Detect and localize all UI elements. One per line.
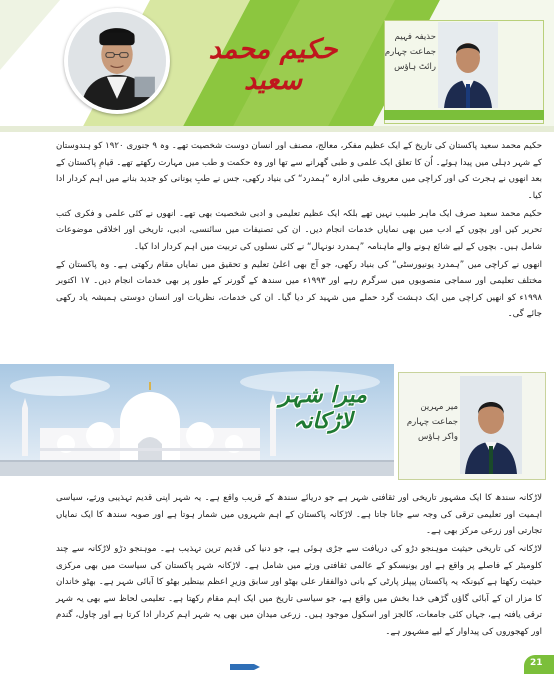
card-accent-strip bbox=[384, 110, 544, 120]
paragraph: لاڑکانہ کی تاریخی حیثیت موہنجو دڑو کی دریافت سے جڑی ہوئی ہے، جو دنیا کی قدیم ترین تہذیب ہے۔ موہنجو دڑو لاڑکانہ سے چند کلومیٹر کے فاصلے پر واقع ہے اور یونیسکو کے عالمی ثقافتی ورثے میں شامل ہے۔ لاڑکانہ شہر پاکستان کی سیاست میں بھی مرکزی حیثیت رکھتا ہے کیونکہ یہ پاکستان پیپلز پارٹی کے بانی ذوالفقار علی بھٹو اور سابق وزیرِ اعظم بینظیر بھٹو کا آبائی شہر ہے۔ بھٹو خاندان کا مزار ان کے آبائی گاؤں گڑھی خدا بخش میں واقع ہے، جو سیاسی تاریخ میں ایک اہم مقام رکھتا ہے۔ تعلیمی لحاظ سے بھی یہ شہر ترقی یافتہ ہے، جہاں کئی جامعات، کالجز اور اسکول موجود ہیں۔ زرعی میدان میں بھی یہ شہر اہم کردار ادا کرتا ہے اور چاول، گندم اور کھجوروں کی پیداوار کے لیے مشہور ہے۔ bbox=[56, 544, 542, 637]
decorative-arrow-icon bbox=[230, 664, 260, 670]
student-class: جماعت چہارم bbox=[406, 417, 458, 427]
student-caption bbox=[404, 400, 458, 445]
student-house: واکر ہاؤس bbox=[418, 432, 458, 442]
student-house: رائٹ ہاؤس bbox=[394, 62, 436, 72]
paragraph: لاڑکانہ سندھ کا ایک مشہور تاریخی اور ثقافتی شہر ہے جو دریائے سندھ کے قریب واقع ہے۔ یہ شہر اپنی قدیم تہذیبی ورثے، سیاسی اہمیت اور تعلیمی ترقی کی وجہ سے جانا جاتا ہے۔ لاڑکانہ پاکستان کے اہم شہروں میں شمار ہوتا ہے اور صوبہ سندھ کا ایک نمایاں تجارتی اور زرعی مرکز بھی ہے۔ bbox=[56, 493, 542, 536]
hakim-biography bbox=[56, 138, 542, 324]
paragraph: حکیم محمد سعید صرف ایک ماہر طبیب نہیں تھے بلکہ ایک عظیم تعلیمی و ادبی شخصیت بھی تھے۔ انھوں نے کئی علمی و فکری کتب تحریر کیں اور بچوں کے ادب میں بھی نمایاں خدمات انجام دیں۔ ان کی تصنیفات میں سائنسی، ادبی، تاریخی اور اخلاقی موضوعات شامل ہیں۔ بچوں کے لیے شائع ہونے والے ماہنامہ ”ہمدرد نونہال“ نے کئی نسلوں کی تربیت میں اہم کردار ادا کیا۔ bbox=[56, 208, 542, 252]
student-photo bbox=[438, 22, 498, 108]
page-number: 21 bbox=[524, 655, 554, 674]
paragraph: انھوں نے کراچی میں ”ہمدرد یونیورسٹی“ کی بنیاد رکھی، جو آج بھی اعلیٰ تعلیم و تحقیق میں نمایاں مقام رکھتی ہے۔ وہ پاکستان کے مختلف تعلیمی اور سماجی منصوبوں میں سرگرم رہے اور ۱۹۹۳ء میں سندھ کے گورنر کے طور پر بھی خدمات انجام دیں۔ ۱۷ اکتوبر ۱۹۹۸ء کو انھیں کراچی میں ایک دہشت گرد حملے میں شہید کر دیا گیا۔ ان کی خدمات، نظریات اور انسان دوستی ہمیشہ یاد رکھی جائے گی۔ bbox=[56, 259, 542, 319]
larkana-article bbox=[56, 490, 542, 642]
student-name: حذیفہ فہیم bbox=[394, 32, 436, 42]
page-title: حکیم محمد سعید bbox=[208, 34, 338, 96]
student-name: میر مہرین bbox=[420, 402, 458, 412]
section-title: میرا شہر لاڑکانہ bbox=[279, 382, 367, 434]
student-photo bbox=[460, 376, 522, 474]
hakim-portrait-photo bbox=[64, 8, 170, 114]
student-caption bbox=[384, 30, 436, 75]
header-banner bbox=[0, 0, 554, 132]
student-class: جماعت چہارم bbox=[384, 47, 436, 57]
paragraph: حکیم محمد سعید پاکستان کی تاریخ کے ایک عظیم مفکر، معالج، مصنف اور انسان دوست شخصیت تھے۔ وہ ۹ جنوری ۱۹۲۰ کو ہندوستان کے شہر دہلی میں پیدا ہوئے۔ اُن کا تعلق ایک علمی و طبی گھرانے سے تھا اور وہ حکمت و طب میں مہارت رکھتے تھے۔ قیامِ پاکستان کے بعد انھوں نے ہجرت کی اور کراچی میں معروف طبی ادارہ ”ہمدرد“ کی بنیاد رکھی، جس نے طبِ یونانی کو جدید بنانے میں اہم کردار ادا کیا۔ bbox=[56, 141, 543, 201]
